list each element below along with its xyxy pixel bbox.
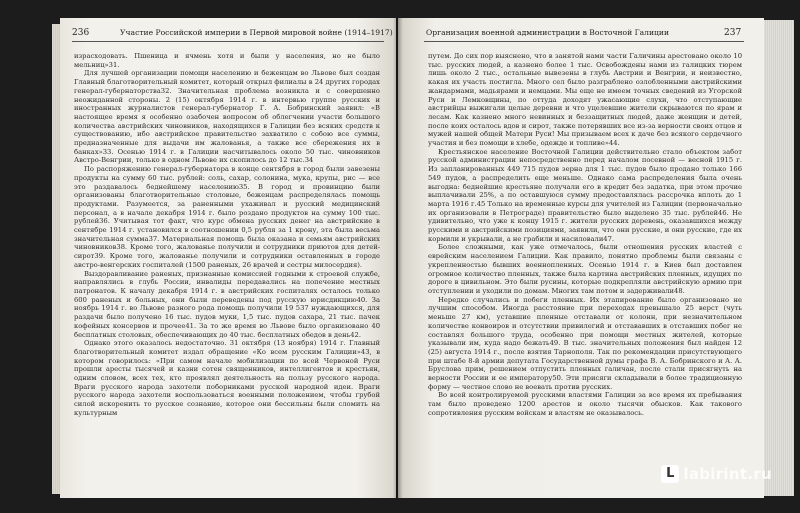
left-paragraph: Однако этого оказалось недостаточно. 31 октября (13 ноября) 1914 г. Главный благотворительный комитет издал обращение «Ко всем русским Галиции»43, в котором говорилось: «При самом начале мобилизации по всей Червоной Руси прошли аресты тысячей и казни сотен священников, интеллигентов и крестьян, одним словом, всех тех, кто проявлял деятельность на пользу русского народа. Враги русского народа захотели поборниками русской народной идеи. Враги русского народа захотели воспользоваться военными положением, чтобы грубой силой искоренить то русское сознание, которое они бессильны были сломить на культурным (74, 339, 380, 417)
left-paragraph: Для лучшей организации помощи населению и беженцам во Львове был создан Главный благотворительный комитет, который открыл филиалы в 24 других городах генерал-губернаторства32. Значительная проблема возникла и с совершенно неожиданной стороны. 2 (15) октября 1914 г. в интервью группе русских и иностранных журналистов генерал-губернатор Г. А. Бобринский заявил: «В настоящее время я особенно озабочен вопросом об облегчении участи большого количества австрийских чиновников, находящихся в Галиции без всяких средств к существованию, ибо австрийское правительство захватило с собою все суммы, предназначенные для выдачи им жалованья, а также все сбережения их в банках»33. Осенью 1914 г. в Галиции насчитывалось около 50 тыс. чиновников Австро-Венгрии, только в одном Львове их скопилось до 12 тыс.34 (74, 69, 380, 165)
left-paragraph: израсходовать. Пшеница и ячмень хотя и были у населения, но не было мельниц»31. (74, 52, 380, 69)
book-gutter-shadow (393, 18, 403, 498)
left-header-rule (72, 41, 384, 42)
right-page-edges (764, 20, 794, 496)
right-page-body (428, 52, 742, 418)
watermark (661, 465, 772, 484)
left-page (60, 18, 396, 498)
left-page-header (72, 28, 393, 38)
right-page-number: 237 (724, 28, 742, 38)
right-running-head: Организация военной администрации в Восточной Галиции (426, 28, 670, 37)
right-page (398, 18, 764, 498)
left-paragraph: Выздоравливание раненых, признанные комиссией годными к строевой службе, направлялись в глубь России, инвалиды передавались на попечение местных патронатов. К началу декабря 1914 г. в австрийских госпиталях осталось только 600 раненых и больных, они были переведены под русскую юрисдикцию40. За ноябрь 1914 г. во Львове разного рода помощь получили 19 537 нуждающихся, для раздачи было получено 16 тыс. пудов муки, 1,5 тыс. пудов сахара, 21 тыс. пачек кофейных консервов и прочее41. За то же время во Львове было организовано 40 бесплатных столовых, обеспечивающих до 40 тыс. бесплатных обедов в день42. (74, 269, 380, 339)
left-page-edges (52, 24, 60, 494)
watermark-text: labirint.ru (683, 464, 772, 483)
right-paragraph: Во всей контролируемой русскими властями Галиции за все время их пребывания там было проведено 1200 арестов и около тысячи обысков. Как такового сопротивления русским войскам и властям не оказывалось. (428, 391, 742, 417)
right-header-rule (424, 41, 744, 42)
right-paragraph: Более сложными, как уже отмечалось, были отношения русских властей с еврейским населением Галиции. Как правило, понятно проблемы были связаны с укрепленностью бывших военнопленных. Осенью 1914 г. в Киев был доставлен огромное количество пленных, также была картина австрийских пленных, идущих по дороге в цивильном. Это были русины, которые подкрепляли австрийскую армию при отступлении и уходили по домам. Многих там потом и задерживали48. (428, 243, 742, 295)
left-paragraph: По распоряжению генерал-губернатора в конце сентября в город были завезены продукты на сумму 60 тыс. рублей: соль, сахар, солонина, мука, крупы, рис — все это раздавалось беднейшему населению35. В город и провинцию были организованы благотворительные столовые, беженцам распределялась помощь продуктами. Разумеется, за раненными ухаживал и русский медицинский персонал, а в начале декабря 1914 г. было роздано продуктов на сумму 100 тыс. рублей36. Учитывая тот факт, что курс обмена русских денег на австрийские в сентябре 1914 г. установился в соотношении 0,5 рубля за 1 крону, эта была весьма значительная сумма37. Материальная помощь была оказана и семьям австрийских чиновников38. Кроме того, жалованье получили и сотрудники приютов для детей-сирот39. Кроме того, жалованье получили и сотрудники оставленных в городе австро-венгерских госпиталей (1500 раненых, 26 врачей и сестры милосердия). (74, 165, 380, 269)
left-running-head: Участие Российской империи в Первой мировой войне (1914–1917) (120, 28, 393, 37)
right-page-header (426, 28, 669, 37)
right-paragraph: Крестьянское население Восточной Галиции действительно стало объектом забот русской администрации непосредственно перед началом посевной — весной 1915 г. Из запланированных 449 715 пудов зерна для 1 тыс. пудов было продано только 166 549 пудов, а распределить еще меньше. Однако сама распределения была очень выгодна: беднейшие крестьяне получали его в кредит без задатка, при этом прочие выплачивали 25%, а по оставшуюся сумму предоставлялась рассрочка вплоть до 1 марта 1916 г.45 Только на временные курсы для учителей из Галиции (первоначально их организовали в Петрограде) правительство было выделено 35 тыс. рублей46. Не удивительно, что уже к концу 1915 г. жители русских деревень, оказавшихся между русскими и австрийскими позициями, заявили, что они русские, и они русские, где их кормили и укрывали, а не грабили и насиловали47. (428, 147, 742, 243)
right-paragraph: путем. До сих пор выяснено, что в занятой нами части Галичины арестовано около 10 тыс. русских людей, а казнено более 1 тыс. Освобождены нами из галицких тюрем лишь около 2 тыс., остальные вывезены в глубь Австрии и Венгрии, и неизвестно, какая их участь постигла. Много сел было разграблено озлобленными австрийскими жандармами, мадьярами и немцами. Мы еще не имеем точных сведений из Угорской Руси и Лемковщины, по оттуда доходят ужасающие слухи, что отступающие австрийцы выжигали целые деревни и что уцелевшие жители скрываются по ярам и лесам. Как казнено много невинных и беззащитных людей, даже женщин и детей, после коих осталось вдов и сирот, также потерявших все из-за верности своих отцов и мужей нашей общей Матери Руси! Мы призываем всех к даче без всякого сердечного участия и без помощи в хлебе, одежде и топливе»44. (428, 52, 742, 148)
left-page-body (74, 52, 380, 418)
right-paragraph: Нередко случались и побеги пленных. Их этапирование было организовано не лучшим способом. Иногда расстояние при переходах превышало 25 верст (чуть меньше 27 км), уставшие пленные отставали от колонн, при незначительном количестве конвоиров и отсутствии привилегий и отстававших в отставших побег не составлял большого труда, особенно при помощи местных жителей, которые указывали им, куда надо бежать49. В тыс. значительных положения был найден 12 (25) августа 1914 г., после взятия Тарнополя. Так по рекомендации присутствующего при штабе 8-й армии депутата Государственной думы графа В. А. Бобринского и А. А. Бруслова прим, решением отпустить пленных галичан, после стали присягнуть на верности России и ее императору50. Эти присяги складывали в более традиционную форму — честное слово не воевать против русских. (428, 295, 742, 391)
watermark-logo-icon: L (661, 465, 679, 483)
left-page-number: 236 (72, 28, 90, 38)
